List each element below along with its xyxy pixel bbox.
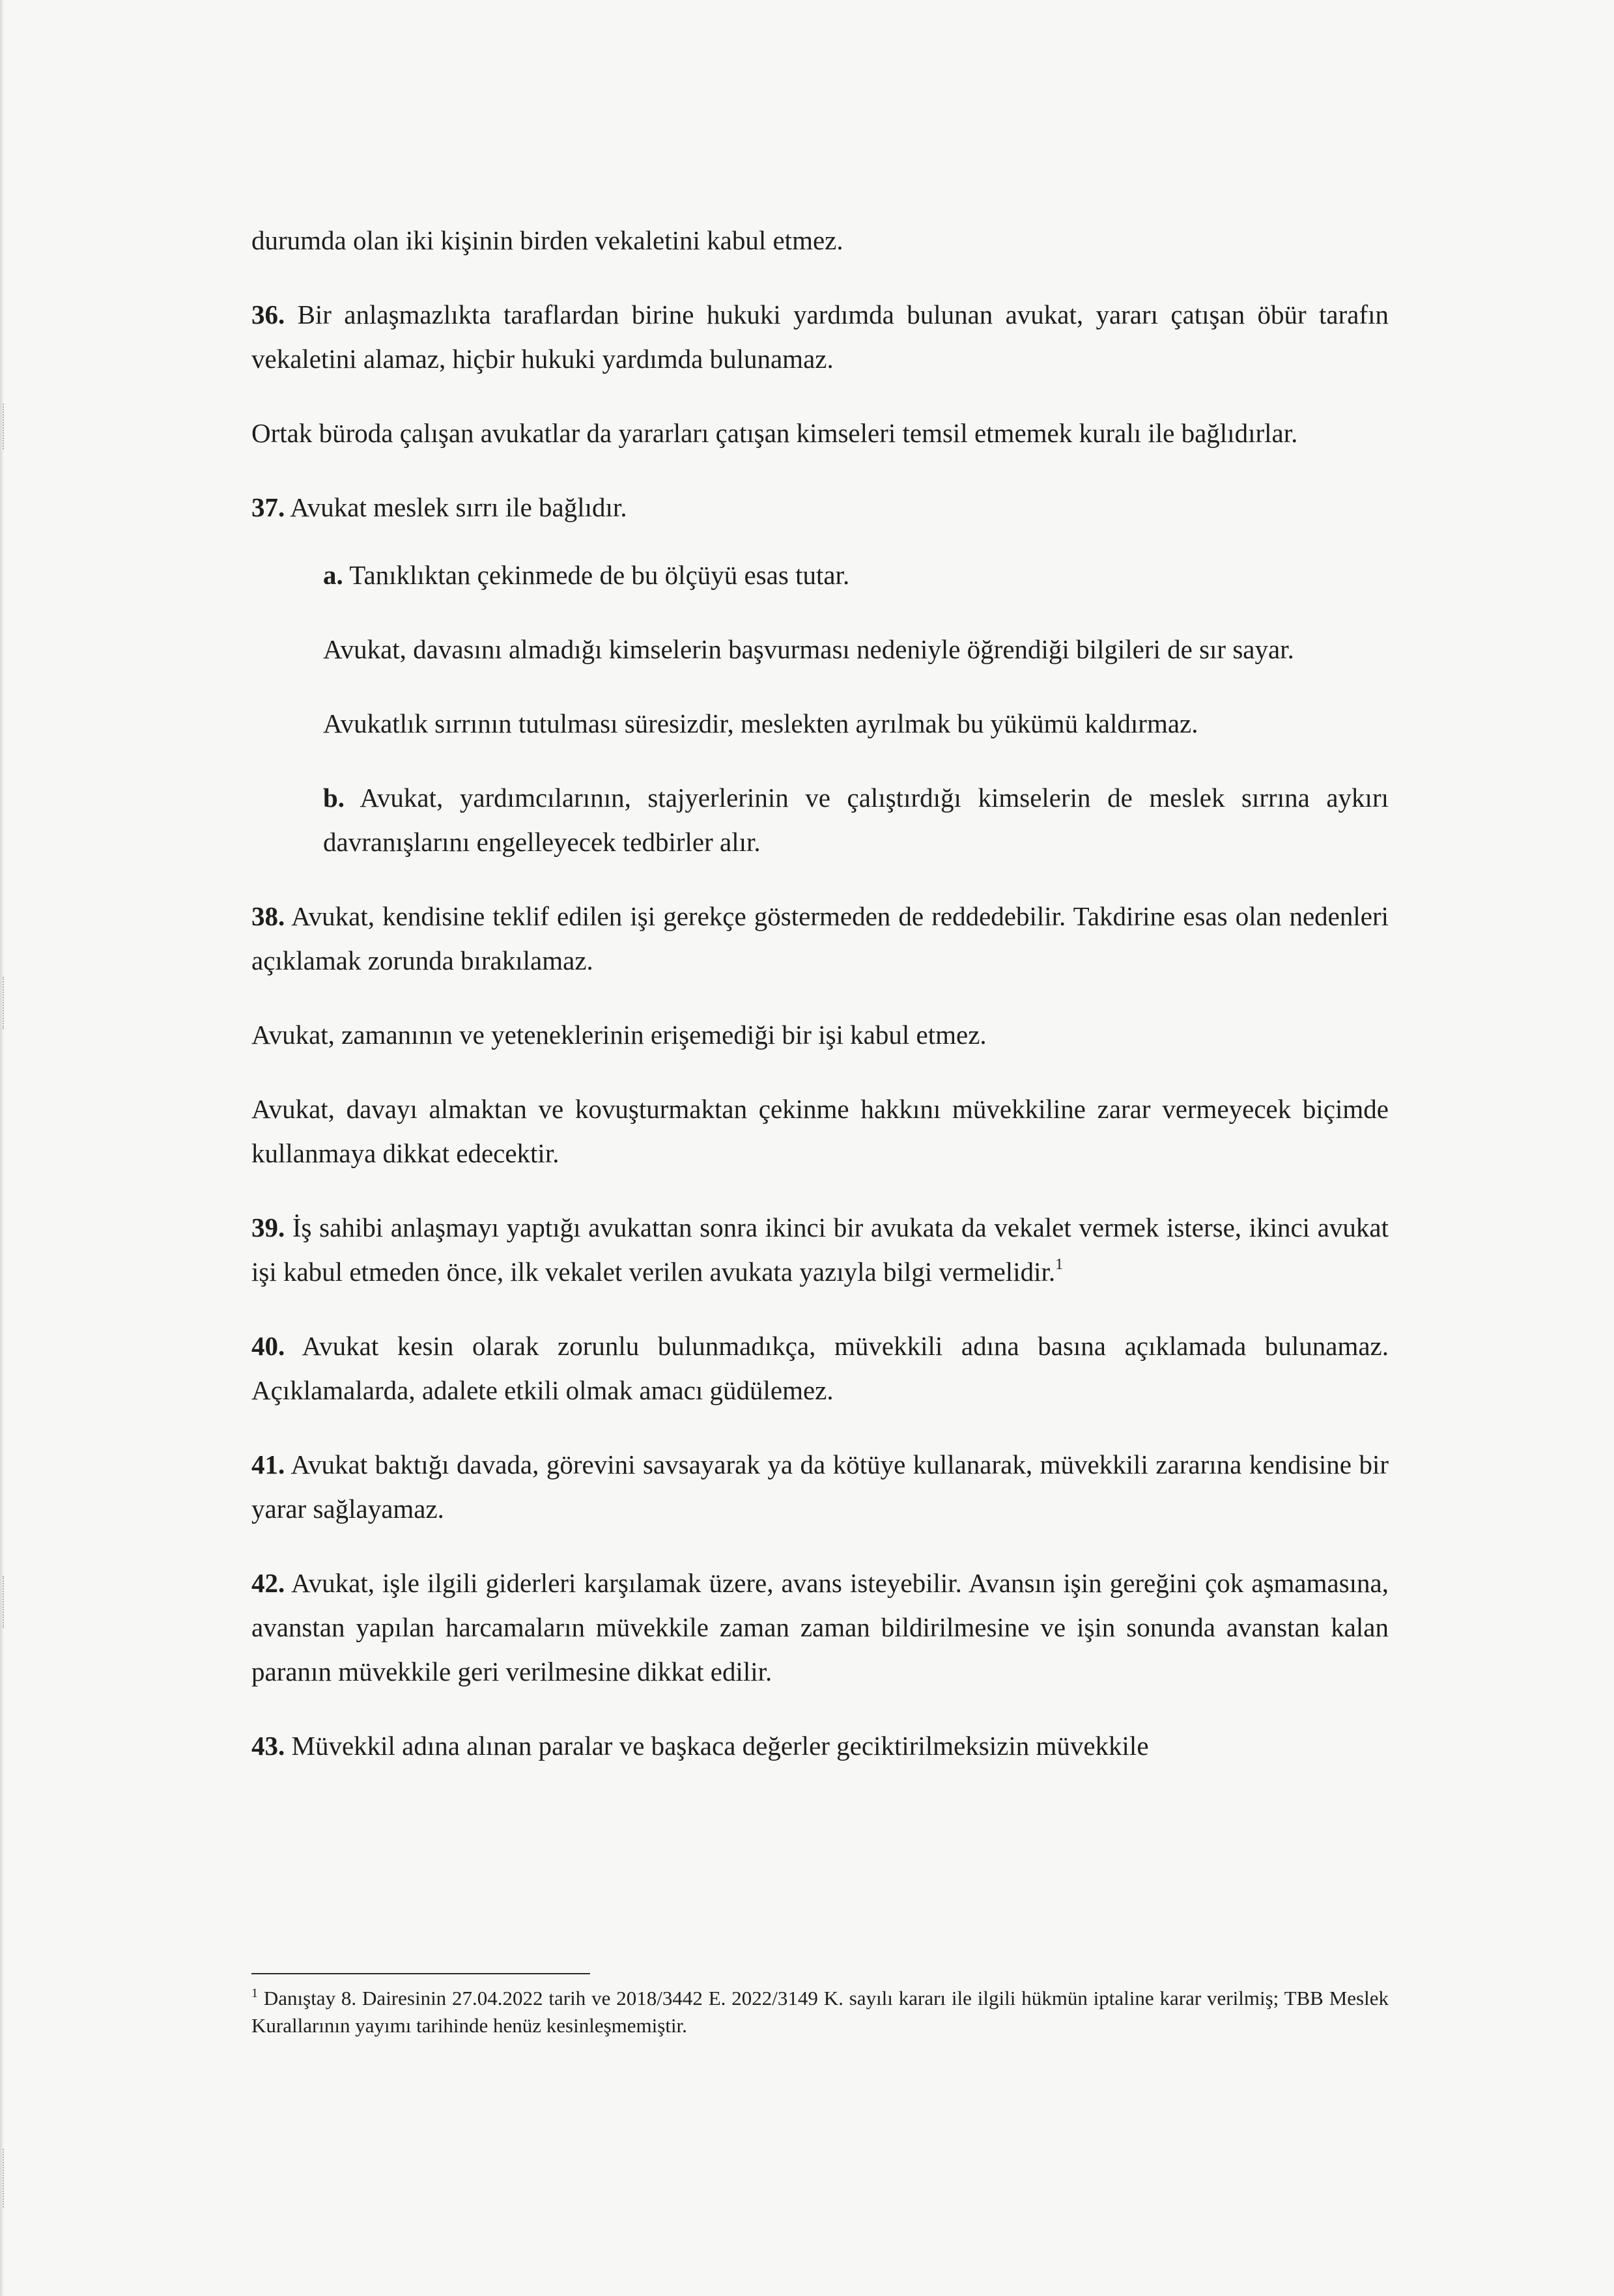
sub-clause-b bbox=[251, 776, 1389, 864]
paragraph-text: Avukat meslek sırrı ile bağlıdır. bbox=[285, 492, 627, 522]
scan-mark bbox=[3, 977, 12, 1029]
footnote-reference: 1 bbox=[1055, 1256, 1064, 1273]
paragraph bbox=[251, 411, 1389, 455]
scan-mark bbox=[3, 2149, 12, 2207]
article-41 bbox=[251, 1442, 1389, 1531]
footnote-text: Danıştay 8. Dairesinin 27.04.2022 tarih ve 2018/3442 E. 2022/3149 K. sayılı kararı ile ilgili hükmün iptaline karar verilmiş; TBB Meslek Kurallarının yayımı tarihinde henüz kesinleşmemiştir. bbox=[251, 1987, 1389, 2037]
article-39 bbox=[251, 1205, 1389, 1294]
article-40 bbox=[251, 1324, 1389, 1412]
clause-letter: a. bbox=[323, 560, 343, 590]
article-number: 40. bbox=[251, 1331, 285, 1361]
article-number: 42. bbox=[251, 1568, 285, 1598]
article-number: 37. bbox=[251, 492, 285, 522]
paragraph-text: Avukat, kendisine teklif edilen işi gerekçe göstermeden de reddedebilir. Takdirine esas olan nedenleri açıklamak zorunda bırakılamaz. bbox=[251, 901, 1389, 975]
article-number: 36. bbox=[251, 300, 285, 329]
paragraph-text: Tanıklıktan çekinmede de bu ölçüyü esas tutar. bbox=[343, 560, 850, 590]
paragraph bbox=[251, 1013, 1389, 1057]
paragraph-text: durumda olan iki kişinin birden vekaletini kabul etmez. bbox=[251, 225, 843, 255]
article-42 bbox=[251, 1561, 1389, 1694]
article-38 bbox=[251, 894, 1389, 983]
paragraph-text: Avukat, davayı almaktan ve kovuşturmaktan çekinme hakkını müvekkiline zarar vermeyecek biçimde kullanmaya dikkat edecektir. bbox=[251, 1094, 1389, 1168]
clause-letter: b. bbox=[323, 783, 345, 813]
document-body bbox=[251, 218, 1389, 1768]
paragraph bbox=[251, 1087, 1389, 1175]
paragraph-text: Avukat, yardımcılarının, stajyerlerinin ve çalıştırdığı kimselerin de meslek sırrına aykırı davranışlarını engelleyecek tedbirler alır. bbox=[323, 783, 1389, 857]
paragraph-text: Ortak büroda çalışan avukatlar da yararları çatışan kimseleri temsil etmemek kuralı ile bağlıdırlar. bbox=[251, 418, 1298, 448]
footnote-marker: 1 bbox=[251, 1986, 258, 2000]
article-43 bbox=[251, 1724, 1389, 1768]
footnote bbox=[251, 1985, 1389, 2039]
scan-mark bbox=[3, 404, 12, 449]
paragraph bbox=[251, 218, 1389, 262]
paragraph bbox=[251, 627, 1389, 671]
sub-clause-a bbox=[251, 553, 1389, 597]
paragraph-text: Avukat, işle ilgili giderleri karşılamak üzere, avans isteyebilir. Avansın işin gereğini çok aşmamasına, avanstan yapılan harcamaların müvekkile zaman zaman bildirilmesine ve işin sonunda avanstan kalan paranın müvekkile geri verilmesine dikkat edilir. bbox=[251, 1568, 1389, 1687]
paragraph-text: Avukat, davasını almadığı kimselerin başvurması nedeniyle öğrendiği bilgileri de sır sayar. bbox=[323, 634, 1294, 664]
article-36 bbox=[251, 292, 1389, 381]
article-37 bbox=[251, 485, 1389, 529]
paragraph-text: Bir anlaşmazlıkta taraflardan birine hukuki yardımda bulunan avukat, yararı çatışan öbür tarafın vekaletini alamaz, hiçbir hukuki yardımda bulunamaz. bbox=[251, 300, 1389, 374]
article-number: 41. bbox=[251, 1449, 285, 1479]
paragraph-text: İş sahibi anlaşmayı yaptığı avukattan sonra ikinci bir avukata da vekalet vermek isterse, ikinci avukat işi kabul etmeden önce, ilk vekalet verilen avukata yazıyla bilgi vermelidir. bbox=[251, 1212, 1389, 1287]
article-number: 43. bbox=[251, 1731, 285, 1761]
paragraph-text: Avukatlık sırrının tutulması süresizdir, meslekten ayrılmak bu yükümü kaldırmaz. bbox=[323, 708, 1198, 738]
footnote-separator bbox=[251, 1973, 590, 1974]
paragraph-text: Avukat kesin olarak zorunlu bulunmadıkça, müvekkili adına basına açıklamada bulunamaz. Açıklamalarda, adalete etkili olmak amacı güdülemez. bbox=[251, 1331, 1389, 1405]
paragraph-text: Avukat baktığı davada, görevini savsayarak ya da kötüye kullanarak, müvekkili zararına kendisine bir yarar sağlayamaz. bbox=[251, 1449, 1389, 1524]
paragraph-text: Müvekkil adına alınan paralar ve başkaca değerler geciktirilmeksizin müvekkile bbox=[285, 1731, 1149, 1761]
article-number: 39. bbox=[251, 1212, 285, 1242]
scan-mark bbox=[3, 1576, 12, 1628]
page-edge bbox=[0, 0, 4, 2296]
paragraph-text: Avukat, zamanının ve yeteneklerinin erişemediği bir işi kabul etmez. bbox=[251, 1020, 987, 1050]
paragraph bbox=[251, 701, 1389, 746]
article-number: 38. bbox=[251, 901, 285, 931]
